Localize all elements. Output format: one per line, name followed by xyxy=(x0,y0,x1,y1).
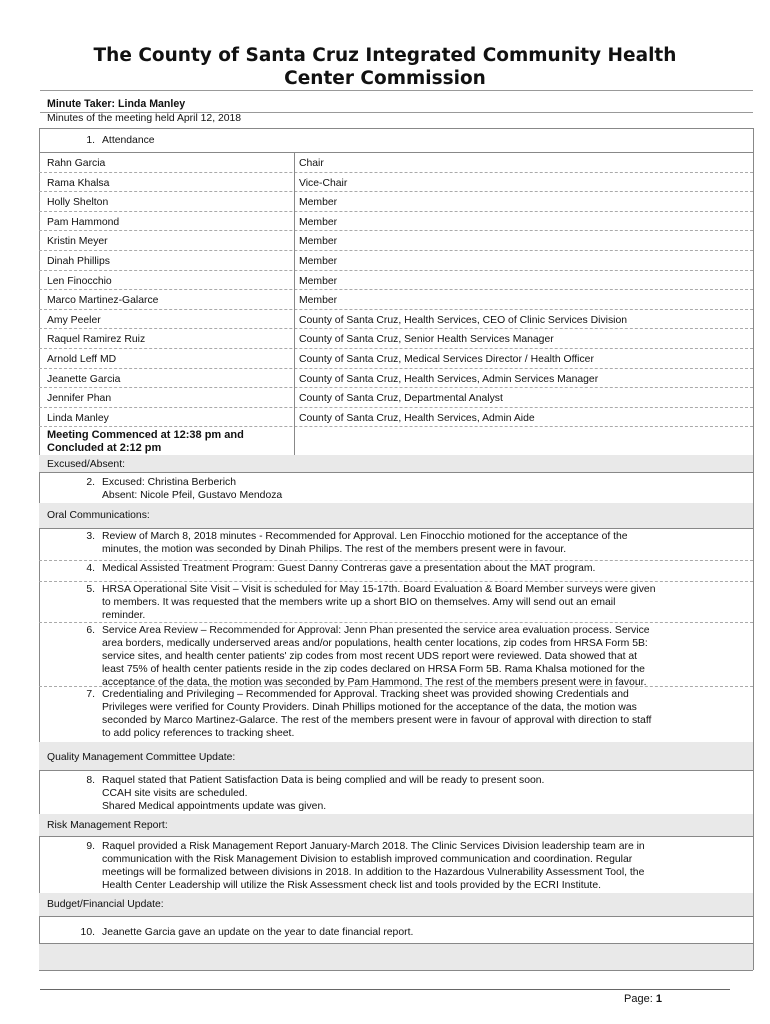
attendee-role: Member xyxy=(299,217,338,228)
row-divider xyxy=(39,528,753,529)
attendee-role: County of Santa Cruz, Health Services, Admin Services Manager xyxy=(299,374,599,385)
oral-item-line: acceptance of the data, the motion was seconded by Pam Hammond. The rest of the members present were in favour. xyxy=(102,677,647,688)
section-header-band xyxy=(39,455,753,472)
row-divider xyxy=(39,560,753,561)
risk-item-line: communication with the Risk Management Division to establish improved communication and coordination. Regular xyxy=(102,854,633,865)
oral-item-number: 4. xyxy=(86,563,95,574)
risk-item-line: Raquel provided a Risk Management Report January-March 2018. The Clinic Services Division leadership team are in xyxy=(102,841,645,852)
oral-item-line: to members. It was requested that the members write up a short BIO on themselves. Amy will send out an email xyxy=(102,597,616,608)
page-number: Page: 1 xyxy=(624,993,662,1005)
oral-item-number: 3. xyxy=(86,531,95,542)
attendee-role: Chair xyxy=(299,158,324,169)
section-header-band xyxy=(39,944,753,970)
attendee-name: Arnold Leff MD xyxy=(47,354,117,365)
attendee-role: Member xyxy=(299,256,338,267)
row-divider xyxy=(39,270,753,271)
meeting-times-line: Meeting Commenced at 12:38 pm and xyxy=(47,429,244,441)
attendee-role: Member xyxy=(299,276,338,287)
attendee-role: Vice-Chair xyxy=(299,178,348,189)
excused-item-line: Excused: Christina Berberich xyxy=(102,477,236,488)
meeting-times-line: Concluded at 2:12 pm xyxy=(47,442,162,454)
row-divider xyxy=(39,172,753,173)
attendance-number: 1. xyxy=(86,135,95,146)
oral-item-line: Review of March 8, 2018 minutes - Recommended for Approval. Len Finocchio motioned for the acceptance of the xyxy=(102,531,628,542)
title-line-1: The County of Santa Cruz Integrated Community Health xyxy=(93,45,677,66)
attendee-name: Amy Peeler xyxy=(47,315,101,326)
risk-heading: Risk Management Report: xyxy=(47,820,168,831)
quality-item-line: Shared Medical appointments update was given. xyxy=(102,801,327,812)
row-divider xyxy=(39,836,753,837)
risk-item-line: Health Center Leadership will utilize the Risk Assessment check list and tools provided by the ECRI Institute. xyxy=(102,880,601,891)
row-divider xyxy=(39,348,753,349)
attendee-role: Member xyxy=(299,236,338,247)
attendance-heading: Attendance xyxy=(102,135,155,146)
row-divider xyxy=(39,426,753,427)
oral-item-line: Credentialing and Privileging – Recommended for Approval. Tracking sheet was provided showing Credentials and xyxy=(102,689,629,700)
excused-heading: Excused/Absent: xyxy=(47,459,125,470)
quality-heading: Quality Management Committee Update: xyxy=(47,752,236,763)
row-divider xyxy=(39,128,753,129)
oral-item-line: HRSA Operational Site Visit – Visit is scheduled for May 15-17th. Board Evaluation & Board Member surveys were given xyxy=(102,584,656,595)
attendee-role: County of Santa Cruz, Health Services, CEO of Clinic Services Division xyxy=(299,315,628,326)
oral-item-line: reminder. xyxy=(102,610,146,621)
attendee-name: Linda Manley xyxy=(47,413,109,424)
attendee-role: County of Santa Cruz, Health Services, Admin Aide xyxy=(299,413,535,424)
budget-heading: Budget/Financial Update: xyxy=(47,899,164,910)
row-divider xyxy=(39,970,753,971)
attendee-role: Member xyxy=(299,295,338,306)
row-divider xyxy=(39,328,753,329)
row-divider xyxy=(39,407,753,408)
attendee-name: Dinah Phillips xyxy=(47,256,110,267)
column-divider xyxy=(753,128,754,970)
oral-item-line: Medical Assisted Treatment Program: Guest Danny Contreras gave a presentation about the MAT program. xyxy=(102,563,596,574)
budget-item-line: Jeanette Garcia gave an update on the year to date financial report. xyxy=(102,927,414,938)
attendee-name: Jeanette Garcia xyxy=(47,374,121,385)
attendee-name: Rama Khalsa xyxy=(47,178,110,189)
oral-item-line: to add policy references to tracking sheet. xyxy=(102,728,295,739)
risk-item-line: meetings will be formalized between divisions in 2018. In addition to the Hazardous Vulnerability Assessment Tool, the xyxy=(102,867,645,878)
row-divider xyxy=(39,387,753,388)
attendee-name: Marco Martinez-Galarce xyxy=(47,295,159,306)
oral-item-line: Privileges were verified for County Providers. Dinah Phillips motioned for the acceptance of the data, the motion was xyxy=(102,702,637,713)
attendee-name: Pam Hammond xyxy=(47,217,120,228)
minutes-date: Minutes of the meeting held April 12, 2018 xyxy=(47,113,242,124)
oral-heading: Oral Communications: xyxy=(47,510,150,521)
row-divider xyxy=(39,152,753,153)
quality-item-line: Raquel stated that Patient Satisfaction Data is being complied and will be ready to present soon. xyxy=(102,775,545,786)
column-divider xyxy=(294,152,295,455)
oral-item-line: least 75% of health center patients reside in the zip codes declared on HRSA Form 5B. Rama Khalsa motioned for the xyxy=(102,664,645,675)
oral-item-line: seconded by Marco Martinez-Galarce. The rest of the members present were in favour of approval with direction to staff xyxy=(102,715,652,726)
oral-item-line: minutes, the motion was seconded by Dinah Philips. The rest of the members present were in favour. xyxy=(102,544,567,555)
row-divider xyxy=(39,230,753,231)
attendee-name: Raquel Ramirez Ruiz xyxy=(47,334,146,345)
attendee-name: Holly Shelton xyxy=(47,197,109,208)
oral-item-number: 6. xyxy=(86,625,95,636)
row-divider xyxy=(39,211,753,212)
oral-item-line: Service Area Review – Recommended for Approval: Jenn Phan presented the service area evaluation process. Service xyxy=(102,625,650,636)
row-divider xyxy=(39,309,753,310)
risk-item-number: 9. xyxy=(86,841,95,852)
excused-item-line: Absent: Nicole Pfeil, Gustavo Mendoza xyxy=(102,490,283,501)
attendee-name: Jennifer Phan xyxy=(47,393,112,404)
footer-divider xyxy=(40,989,730,990)
oral-item-number: 5. xyxy=(86,584,95,595)
attendee-name: Len Finocchio xyxy=(47,276,112,287)
quality-item-line: CCAH site visits are scheduled. xyxy=(102,788,248,799)
budget-item-number: 10. xyxy=(80,927,95,938)
row-divider xyxy=(39,622,753,623)
attendee-role: County of Santa Cruz, Departmental Analyst xyxy=(299,393,503,404)
quality-item-number: 8. xyxy=(86,775,95,786)
oral-item-line: area borders, medically underserved areas and/or populations, health center locations, zip codes from HRSA Form 5B: xyxy=(102,638,648,649)
attendee-name: Kristin Meyer xyxy=(47,236,108,247)
attendee-role: County of Santa Cruz, Senior Health Services Manager xyxy=(299,334,554,345)
excused-item-number: 2. xyxy=(86,477,95,488)
row-divider xyxy=(39,191,753,192)
attendee-name: Rahn Garcia xyxy=(47,158,106,169)
row-divider xyxy=(39,250,753,251)
title-line-2: Center Commission xyxy=(284,68,486,89)
minute-taker: Minute Taker: Linda Manley xyxy=(47,98,186,110)
row-divider xyxy=(39,472,753,473)
attendee-role: Member xyxy=(299,197,338,208)
column-divider xyxy=(39,128,40,970)
row-divider xyxy=(39,289,753,290)
row-divider xyxy=(39,686,753,687)
row-divider xyxy=(39,581,753,582)
attendee-role: County of Santa Cruz, Medical Services Director / Health Officer xyxy=(299,354,594,365)
oral-item-line: service sites, and health center patients' zip codes from most recent UDS report were reviewed. Data showed that at xyxy=(102,651,638,662)
oral-item-number: 7. xyxy=(86,689,95,700)
row-divider xyxy=(39,770,753,771)
row-divider xyxy=(39,368,753,369)
row-divider xyxy=(39,916,753,917)
